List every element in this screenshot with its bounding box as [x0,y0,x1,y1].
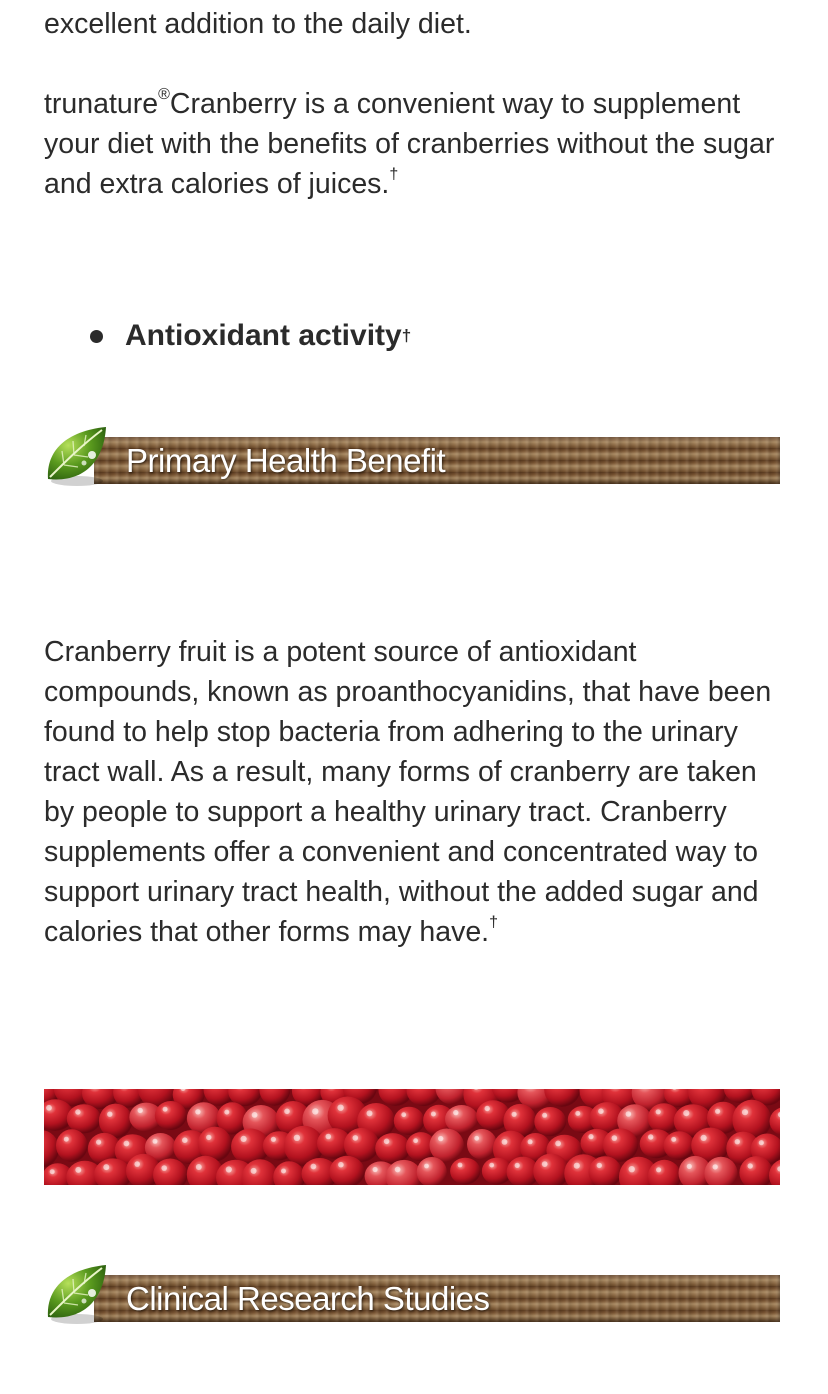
cranberry-highlight [373,1167,378,1172]
bullet-item-antioxidant: Antioxidant activity † [88,316,411,356]
leaf-icon [44,421,110,489]
cranberry-highlight [252,1112,258,1118]
cranberry-highlight [241,1136,247,1142]
cranberry-highlight [748,1163,753,1168]
cranberry-highlight [103,1164,109,1170]
cranberry-highlight [134,1161,140,1167]
cranberry-highlight [683,1110,689,1116]
cranberry-highlight [46,1105,52,1111]
leaf-icon [44,1259,110,1327]
cranberry-highlight [153,1139,158,1144]
trunature-paragraph [44,84,784,204]
primary-benefit-text: Cranberry fruit is a potent source of antioxidant compounds, known as proanthocyanidins, that have been found to help stop bacteria from adhering to the urinary tract wall. As a result, many forms of cranberry are taken by people to support a healthy urinary tract. Cranberry supplements offer a convenient and concentrated way to support urinary tract health, without the added sugar and calories that other forms may have. [44,636,772,948]
cranberry [450,1158,480,1185]
intro-paragraph-tail [44,4,784,44]
cranberry [430,1129,464,1163]
cranberry-highlight [294,1135,300,1141]
cranberry-highlight [515,1163,520,1168]
cranberry [664,1131,695,1160]
cranberry-highlight [512,1112,517,1117]
cranberry-highlight [575,1111,580,1116]
cranberry-highlight [251,1168,257,1174]
cranberry-highlight [271,1137,276,1142]
cranberry-highlight [656,1109,661,1114]
cranberry-highlight [555,1141,561,1147]
cranberry-highlight [453,1110,458,1115]
cranberry-highlight [96,1140,101,1145]
cranberry-highlight [701,1135,707,1141]
cranberry-highlight [337,1105,343,1111]
cranberry-highlight [626,1111,632,1117]
cranberry-highlight [75,1109,80,1114]
bullet-label: Antioxidant activity [125,319,402,352]
cranberry-highlight [588,1134,593,1139]
cranberry-highlight [687,1164,692,1169]
cranberry-highlight [353,1135,359,1141]
primary-benefit-paragraph [44,632,784,952]
bullet-dot-icon [90,330,103,343]
cranberry-highlight [338,1162,344,1168]
cranberry [56,1129,88,1162]
cranberries-image [44,1089,780,1185]
cranberries-illustration [44,1089,780,1185]
cranberry-highlight [75,1167,81,1173]
cranberry-highlight [597,1163,602,1168]
cranberry-highlight [485,1106,490,1111]
cranberry-highlight [367,1110,373,1116]
cranberry [394,1107,425,1135]
cranberry-highlight [713,1164,718,1169]
cranberry-highlight [206,1135,211,1140]
registered-mark: ® [158,86,170,103]
cranberry-highlight [528,1139,533,1144]
cranberry-highlight [489,1163,494,1168]
section-banner-primary-health-benefit [44,425,780,495]
cranberry [67,1104,101,1133]
intro-tail-text: excellent addition to the daily diet. [44,8,472,40]
cranberry-highlight [474,1136,479,1141]
cranberry-highlight [312,1108,318,1114]
cranberry-highlight [612,1135,618,1141]
cranberry-highlight [401,1112,406,1117]
cranberry-highlight [124,1141,130,1147]
cranberry-highlight [431,1112,436,1117]
trunature-text: Cranberry is a convenient way to supplement your diet with the benefits of cranberries without the sugar and extra calories of juices. [44,88,775,200]
cranberry-highlight [64,1137,69,1142]
cranberry-highlight [284,1109,290,1115]
cranberry-highlight [542,1113,547,1118]
cranberry-highlight [326,1134,332,1140]
cranberry-highlight [598,1108,604,1114]
cranberry-highlight [413,1138,418,1143]
cranberry-highlight [281,1169,286,1174]
cranberry-highlight [542,1161,548,1167]
section-title: Clinical Research Studies [126,1279,490,1317]
cranberry-highlight [629,1166,635,1172]
cranberry-highlight [195,1109,200,1114]
cranberry-highlight [715,1109,720,1114]
cranberry-highlight [395,1167,401,1173]
dagger-mark: † [389,166,399,183]
cranberry [467,1129,497,1160]
cranberry-highlight [671,1137,676,1142]
cranberry-highlight [502,1139,508,1145]
section-banner-clinical-research-studies [44,1263,780,1333]
cranberry-highlight [759,1140,764,1145]
cranberry-highlight [138,1108,143,1113]
cranberry [155,1101,187,1130]
cranberry-highlight [742,1109,748,1115]
cranberry-highlight [424,1164,429,1169]
cranberry-highlight [163,1107,168,1112]
dagger-mark: † [489,914,499,931]
cranberry-highlight [161,1165,167,1171]
cranberry [534,1107,566,1136]
cranberry-highlight [196,1164,202,1170]
cranberry-highlight [458,1163,463,1168]
cranberry [375,1133,410,1163]
cranberry-highlight [182,1137,188,1143]
brand-name: trunature [44,88,159,120]
cranberry-highlight [656,1167,661,1172]
cranberry-highlight [224,1110,229,1115]
section-title: Primary Health Benefit [126,441,446,479]
cranberry-highlight [438,1136,443,1141]
cranberry-highlight [107,1112,112,1117]
cranberry-highlight [574,1163,580,1169]
cranberry-highlight [226,1166,232,1172]
cranberry-highlight [648,1134,653,1139]
cranberry-highlight [50,1169,55,1174]
cranberry-highlight [735,1139,740,1144]
cranberry-highlight [311,1164,317,1170]
cranberry-highlight [384,1139,390,1145]
